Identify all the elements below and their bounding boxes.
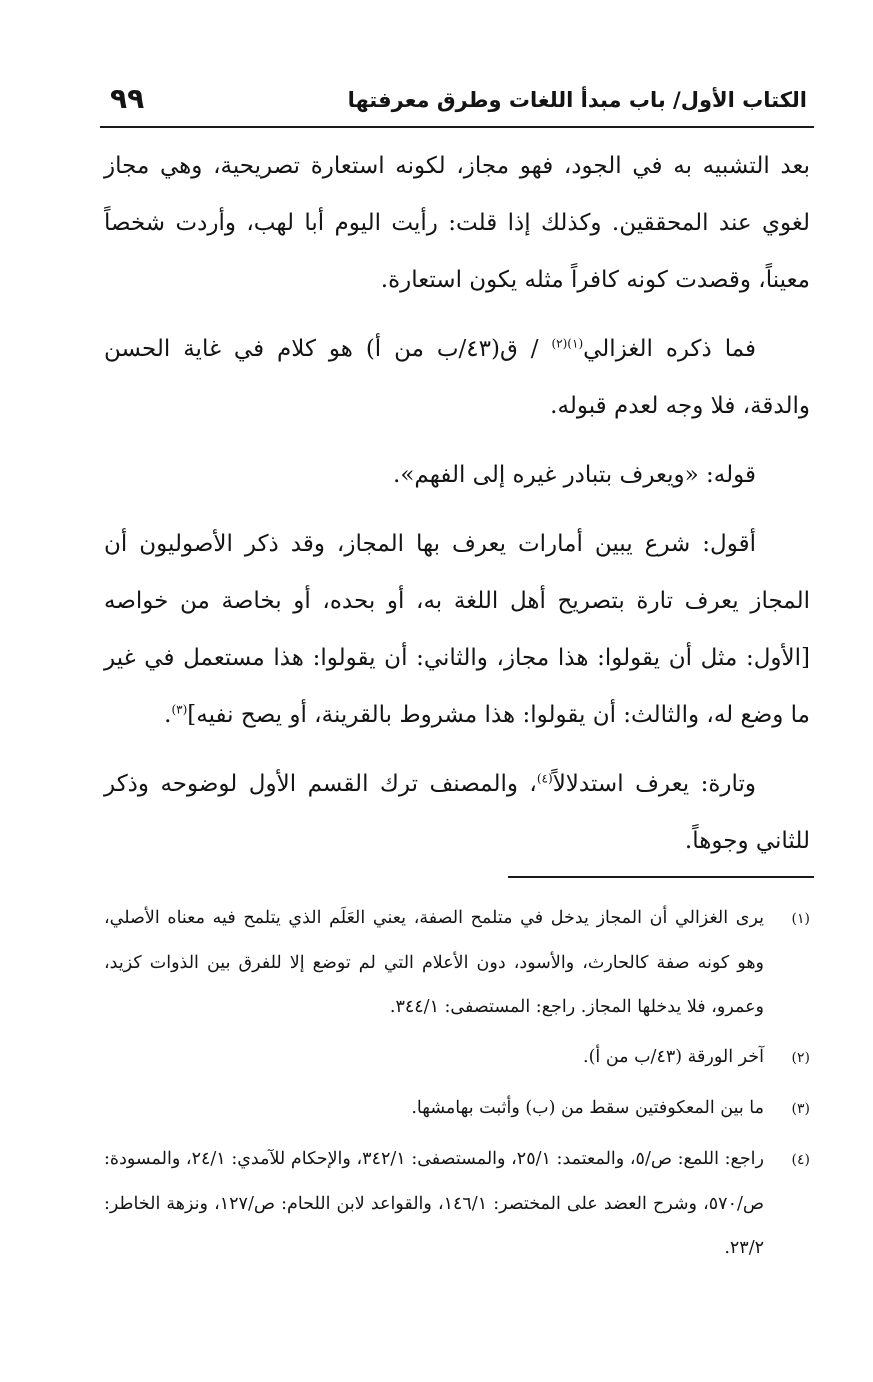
footnote-rule [508,876,814,878]
main-text [104,138,810,882]
paragraph-5 [104,756,810,870]
footnote-number: (١) [791,911,810,927]
footnote-text: يرى الغزالي أن المجاز يدخل في متلمح الصفة، يعني العَلَم الذي يتلمح فيه معناه الأصلي، وهو كونه صفة كالحارث، والأسود، دون الأعلام التي لم توضع إلا للفرق بين الذوات كزيد، وعمرو، فلا يدخلها المجاز. راجع: المستصفى: ٣٤٤/١. [104,908,764,1017]
page-number: ٩٩ [110,82,145,115]
footnote-3 [104,1086,810,1131]
footnote-number: (٣) [791,1101,810,1117]
footnote-ref-3: (٣) [171,702,188,717]
paragraph-5-text-a: وتارة: يعرف استدلالاً [552,771,757,797]
paragraph-2-text-a: فما ذكره الغزالي [583,336,756,362]
footnote-ref-2: (٢) [551,336,568,351]
footnote-2 [104,1035,810,1080]
footnote-text: آخر الورقة (٤٣/ب من أ). [583,1047,764,1067]
footnote-ref-1: (١) [567,336,584,351]
paragraph-4-text-b: . [164,702,172,728]
footnote-text: راجع: اللمع: ص/٥، والمعتمد: ٢٥/١، والمستصفى: ٣٤٢/١، والإحكام للآمدي: ٢٤/١، والمسودة: ص/٥٧٠، وشرح العضد على المختصر: ١٤٦/١، والقواعد لابن اللحام: ص/١٢٧، ونزهة الخاطر: ٢٣/٢. [104,1149,765,1258]
paragraph-1: بعد التشبيه به في الجود، فهو مجاز، لكونه استعارة تصريحية، وهي مجاز لغوي عند المحققين. وكذلك إذا قلت: رأيت اليوم أبا لهب، وأردت شخصاً معيناً، وقصدت كونه كافراً مثله يكون استعارة. [104,153,810,293]
footnote-number: (٤) [791,1152,810,1168]
page-header [100,80,815,122]
running-title: الكتاب الأول/ باب مبدأ اللغات وطرق معرفتها [347,88,807,112]
footnotes [104,896,810,1276]
paragraph-3: قوله: «ويعرف بتبادر غيره إلى الفهم». [393,462,756,488]
paragraph-4-text-a: أقول: شرع يبين أمارات يعرف بها المجاز، وقد ذكر الأصوليون أن المجاز يعرف تارة بتصريح أهل اللغة به، أو بحده، أو بخاصة من خواصه [الأول: مثل أن يقولوا: هذا مجاز، والثاني: أن يقولوا: هذا مستعمل في غير ما وضع له، والثالث: أن يقولوا: هذا مشروط بالقرينة، أو يصح نفيه] [104,531,810,728]
footnote-number: (٢) [791,1050,810,1066]
paragraph-5-text-b: ، والمصنف ترك القسم الأول لوضوحه وذكر للثاني وجوهاً. [104,771,810,854]
header-rule [100,126,814,128]
paragraph-2 [104,321,810,435]
footnote-4 [104,1137,810,1270]
paragraph-2-text-b: / ق(٤٣/ب من أ) هو كلام في غاية الحسن والدقة، فلا وجه لعدم قبوله. [104,336,810,419]
paragraph-4 [104,516,810,744]
footnote-text: ما بين المعكوفتين سقط من (ب) وأثبت بهامشها. [411,1098,764,1118]
footnote-ref-4: (٤) [536,771,553,786]
footnote-1 [104,896,810,1029]
